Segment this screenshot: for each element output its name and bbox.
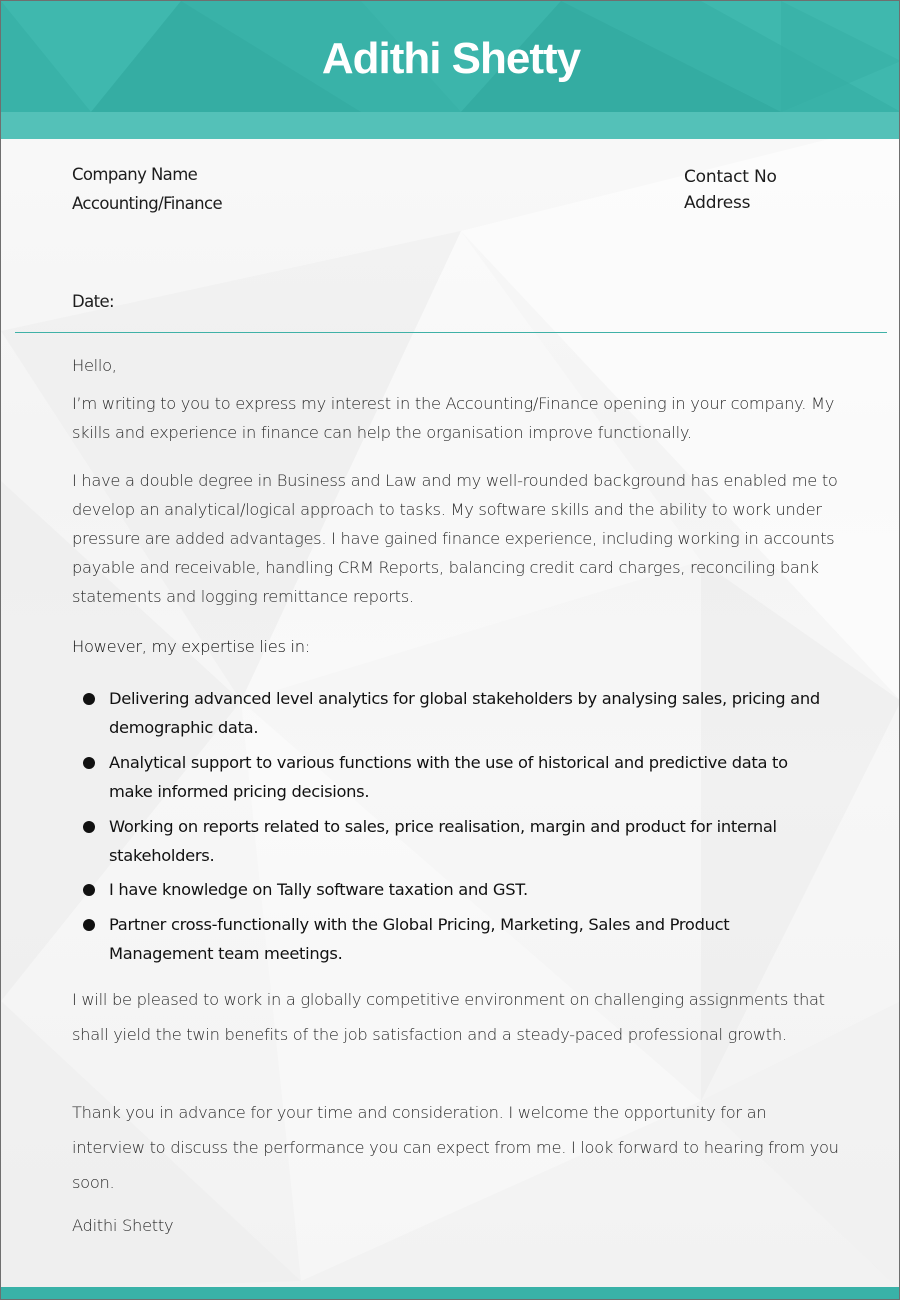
header-divider: [15, 332, 887, 333]
background-paragraph: I have a double degree in Business and Law and my well-rounded background has enabled me to develop an analytical/logical approach to tasks. My software skills and the ability to work under pressure are added advantages. I have gained finance experience, including working in accounts payable and receivable, handling CRM Reports, balancing credit card charges, reconciling bank statements and logging remittance reports.: [72, 471, 838, 606]
company-name: Company Name: [72, 165, 198, 184]
closing-paragraph-1: I will be pleased to work in a globally competitive environment on challenging assignments that shall yield the twin benefits of the job satisfaction and a steady-paced professional growth.: [72, 990, 825, 1044]
date-label: Date:: [72, 292, 114, 311]
department: Accounting/Finance: [72, 194, 223, 213]
bullet-icon: [83, 693, 95, 705]
greeting: Hello,: [72, 356, 117, 375]
candidate-name: Adithi Shetty: [321, 34, 581, 83]
header-stripe: [1, 112, 900, 139]
list-item-text: Delivering advanced level analytics for global stakeholders by analysing sales, pricing and demographic data.: [109, 689, 820, 737]
list-item-text: I have knowledge on Tally software taxation and GST.: [109, 880, 528, 899]
bullet-icon: [83, 884, 95, 896]
closing-paragraph-2: Thank you in advance for your time and consideration. I welcome the opportunity for an interview to discuss the performance you can expect from me. I look forward to hearing from you soon.: [72, 1103, 839, 1192]
bullet-icon: [83, 757, 95, 769]
list-item-text: Analytical support to various functions with the use of historical and predictive data to make informed pricing decisions.: [109, 753, 788, 801]
expertise-intro: However, my expertise lies in:: [72, 637, 310, 656]
intro-paragraph: I’m writing to you to express my interest in the Accounting/Finance opening in your company. My skills and experience in finance can help the organisation improve functionally.: [72, 394, 835, 442]
bullet-icon: [83, 821, 95, 833]
header-band: [1, 1, 900, 112]
list-item-text: Working on reports related to sales, price realisation, margin and product for internal stakeholders.: [109, 817, 777, 865]
signature: Adithi Shetty: [72, 1216, 174, 1235]
contact-number: Contact No: [684, 167, 777, 187]
footer-band: [1, 1287, 900, 1300]
list-item-text: Partner cross-functionally with the Global Pricing, Marketing, Sales and Product Management team meetings.: [109, 915, 730, 963]
bullet-icon: [83, 919, 95, 931]
address: Address: [684, 193, 751, 213]
